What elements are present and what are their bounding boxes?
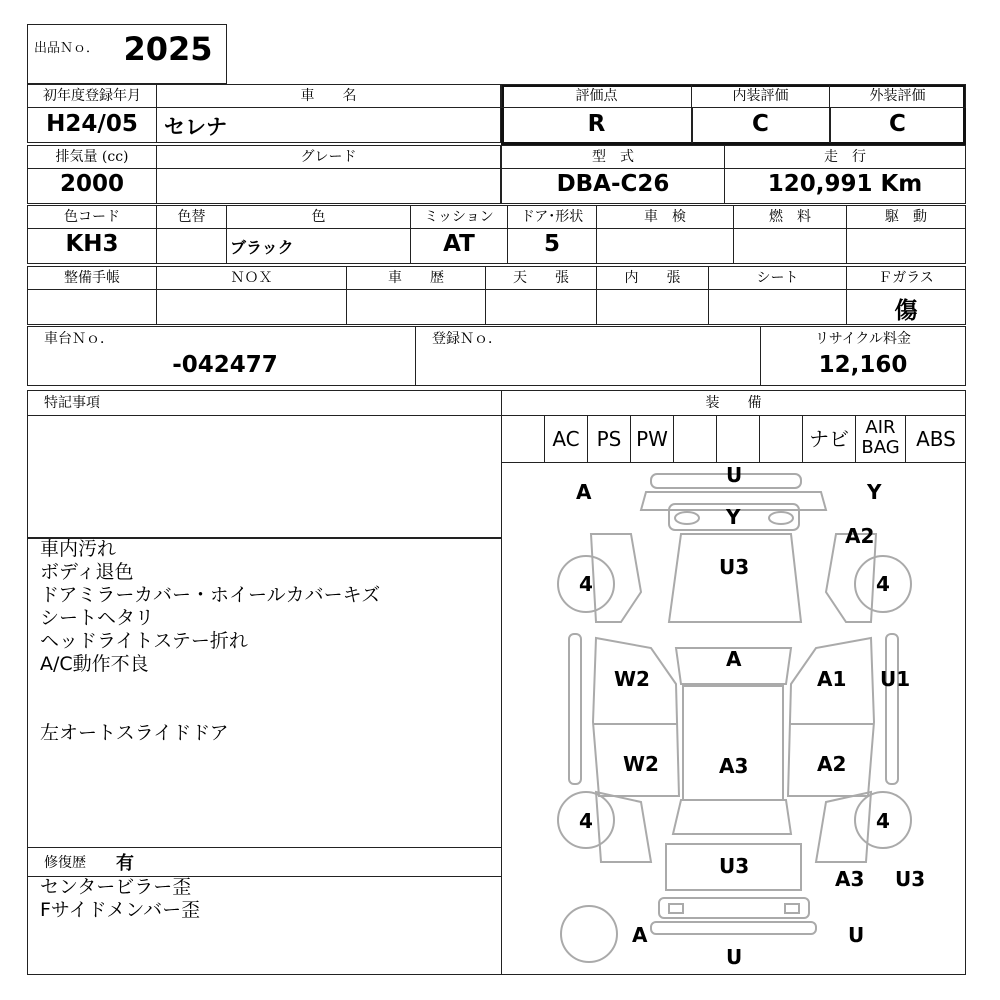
mission-label: ミッション (424, 209, 494, 225)
chassis-label: 車台Ｎｏ． (44, 331, 114, 347)
inspection-value-cell (596, 228, 734, 264)
mark-a2-top: A2 (845, 524, 875, 548)
nox-value-cell (156, 289, 347, 325)
remark-line: ヘッドライトステー折れ (40, 630, 248, 652)
remarks-list (40, 538, 495, 745)
remark-line: ボディ退色 (40, 561, 134, 583)
lot-label: 出品Ｎｏ． (34, 41, 100, 56)
name-label: 車 名 (300, 88, 357, 104)
mark-wheel-fr: 4 (876, 572, 890, 596)
car-diagram (501, 462, 966, 975)
disp-label: 排気量 (cc) (55, 149, 129, 165)
equipment-item-navi: ナビ (803, 415, 856, 463)
manual-label: 整備手帳 (64, 270, 120, 286)
remark-line (40, 699, 495, 722)
repair-line: Fサイドメンバー歪 (40, 899, 201, 921)
remark-line: 車内汚れ (40, 538, 117, 560)
mark-bottom-center: U (726, 945, 743, 969)
mark-a3-rear-right: A3 (835, 867, 865, 891)
recycle-label: リサイクル料金 (814, 331, 912, 347)
equipment-item-pw: PW (631, 415, 674, 463)
repaint-label: 色替 (177, 209, 206, 225)
mark-top-left: A (576, 480, 592, 504)
history-label: 車 歴 (388, 270, 444, 286)
remark-line: 左オートスライドドア (40, 722, 229, 744)
reg-value: H24/05 (46, 111, 138, 137)
manual-value-cell (27, 289, 157, 325)
remark-line: シートヘタリ (40, 607, 155, 629)
mark-hood: U3 (719, 555, 750, 579)
interior-label: 内装評価 (732, 88, 789, 104)
disp-value: 2000 (59, 171, 124, 197)
colorcode-value: KH3 (65, 231, 119, 257)
remark-line: ドアミラーカバー・ホイールカバーキズ (40, 584, 381, 606)
mark-u1-right: U1 (880, 667, 911, 691)
mark-wheel-rl: 4 (579, 809, 593, 833)
nox-label: ＮＯＸ (230, 270, 273, 286)
equipment-item-ps: PS (588, 415, 631, 463)
mark-bottom-right: U (848, 923, 865, 947)
mission-value: AT (443, 231, 475, 257)
remark-line: A/C動作不良 (40, 653, 149, 675)
repair-label: 修復歴 (44, 855, 86, 871)
mark-windshield: A (726, 647, 742, 671)
grade-value-cell (156, 168, 501, 204)
equipment-items (501, 415, 966, 463)
mark-bumper-front: Y (726, 505, 741, 529)
reg-label: 初年度登録年月 (43, 88, 141, 104)
color-label: 色 (311, 209, 326, 225)
mark-top-center: U (726, 463, 743, 487)
repaint-value-cell (156, 228, 227, 264)
seat-label: シート (756, 270, 799, 286)
equipment-item-ac: AC (545, 415, 588, 463)
model-label: 型 式 (592, 149, 634, 165)
regno-label: 登録Ｎｏ． (432, 331, 502, 347)
seat-value-cell (708, 289, 847, 325)
door-value: 5 (543, 231, 560, 257)
mark-bottom-left: A (632, 923, 648, 947)
fglass-value: 傷 (894, 297, 918, 324)
fuel-label: 燃 料 (769, 209, 811, 225)
mark-wheel-rr: 4 (876, 809, 890, 833)
mark-a1-right: A1 (817, 667, 847, 691)
mark-a2-right-rear: A2 (817, 752, 847, 776)
mark-a3-roof: A3 (719, 754, 749, 778)
recycle-value: 12,160 (818, 352, 908, 378)
mark-trunk: U3 (719, 854, 750, 878)
equipment-item (501, 415, 545, 463)
fglass-label: Ｆガラス (878, 270, 934, 286)
name-value: セレナ (164, 115, 227, 139)
drive-label: 駆 動 (885, 209, 927, 225)
mark-w2-left-rear: W2 (623, 752, 659, 776)
exterior-value: C (889, 111, 906, 137)
score-value: R (587, 111, 606, 137)
mark-w2-left-front: W2 (614, 667, 650, 691)
history-value-cell (346, 289, 486, 325)
inspection-label: 車 検 (644, 209, 686, 225)
exterior-label: 外装評価 (869, 88, 926, 104)
equipment-label: 装 備 (705, 395, 762, 411)
equipment-item-airbag: AIR BAG (856, 415, 906, 463)
colorcode-label: 色コード (64, 209, 120, 225)
remarks-label: 特記事項 (44, 395, 100, 411)
fuel-value-cell (733, 228, 847, 264)
color-value: ブラック (230, 238, 294, 257)
score-label: 評価点 (575, 88, 618, 104)
drive-value-cell (846, 228, 966, 264)
interior-roof-label: 内 張 (624, 270, 681, 286)
equipment-item-abs: ABS (916, 427, 956, 451)
roof-label: 天 張 (513, 270, 569, 286)
interior-value: C (752, 111, 769, 137)
grade-label: グレード (300, 149, 357, 165)
mileage-value: 120,991 Km (767, 171, 923, 197)
repair-value: 有 (116, 853, 134, 874)
chassis-value: -042477 (172, 352, 278, 378)
door-label: ドア･形状 (520, 209, 584, 225)
model-value: DBA-C26 (556, 171, 670, 197)
mark-wheel-fl: 4 (579, 572, 593, 596)
equipment-item (674, 415, 717, 463)
repair-list (40, 876, 495, 922)
lot-number: 2025 (123, 30, 213, 68)
interior-roof-value-cell (596, 289, 709, 325)
mileage-label: 走 行 (824, 149, 866, 165)
equipment-item (717, 415, 760, 463)
roof-value-cell (485, 289, 597, 325)
mark-top-right: Y (867, 480, 882, 504)
mark-u3-far-right: U3 (895, 867, 926, 891)
remark-line (40, 676, 495, 699)
repair-line: センタービラー歪 (40, 876, 192, 898)
equipment-item (760, 415, 803, 463)
